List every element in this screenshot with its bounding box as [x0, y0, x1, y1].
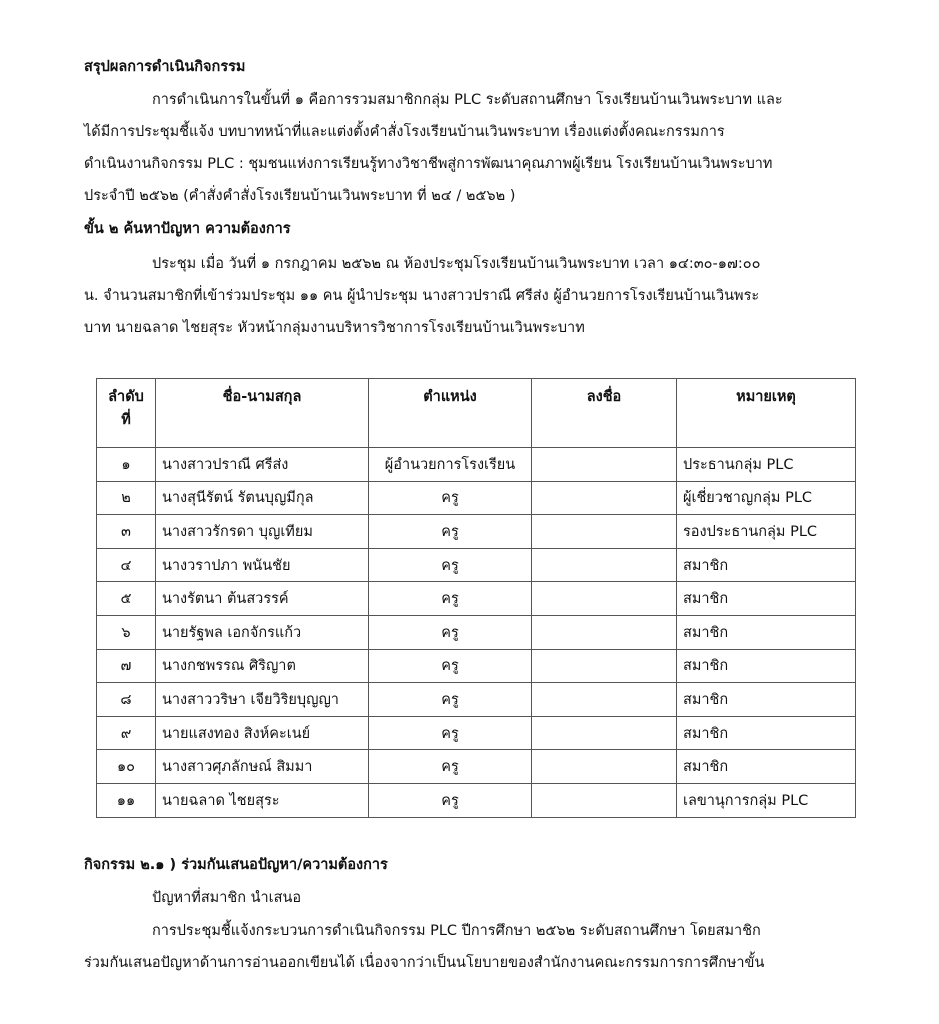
summary-heading: สรุปผลการดำเนินกิจกรรม	[84, 59, 246, 75]
cell-name: นายรัฐพล เอกจักรแก้ว	[156, 615, 369, 649]
cell-position: ครู	[369, 582, 532, 616]
header-order-line1: ลำดับ	[108, 389, 144, 405]
header-note: หมายเหตุ	[677, 379, 856, 448]
cell-position: ครู	[369, 649, 532, 683]
table-row	[97, 582, 856, 616]
summary-line: ดำเนินงานกิจกรรม PLC : ชุมชนแห่งการเรียนรู้ทางวิชาชีพสู่การพัฒนาคุณภาพผู้เรียน โรงเรียนบ้านเวินพระบาท	[84, 156, 773, 172]
cell-note: รองประธานกลุ่ม PLC	[677, 515, 856, 549]
cell-order: ๑๑	[97, 783, 156, 817]
activity-heading: กิจกรรม ๒.๑ ) ร่วมกันเสนอปัญหา/ความต้องการ	[84, 857, 388, 873]
table-row	[97, 515, 856, 549]
cell-note: สมาชิก	[677, 582, 856, 616]
cell-note: สมาชิก	[677, 548, 856, 582]
cell-name: นางสาววริษา เจียวิริยบุญญา	[156, 683, 369, 717]
cell-note: เลขานุการกลุ่ม PLC	[677, 783, 856, 817]
cell-sign	[532, 481, 677, 515]
cell-order: ๑	[97, 448, 156, 482]
table-row	[97, 548, 856, 582]
cell-sign	[532, 750, 677, 784]
cell-order: ๖	[97, 615, 156, 649]
table-row	[97, 783, 856, 817]
header-sign: ลงชื่อ	[532, 379, 677, 448]
cell-sign	[532, 582, 677, 616]
step2-line: ประชุม เมื่อ วันที่ ๑ กรกฎาคม ๒๕๖๒ ณ ห้องประชุมโรงเรียนบ้านเวินพระบาท เวลา ๑๔:๓๐-๑๗:๐๐	[152, 256, 761, 272]
cell-order: ๓	[97, 515, 156, 549]
cell-note: สมาชิก	[677, 683, 856, 717]
cell-sign	[532, 448, 677, 482]
header-order	[97, 379, 156, 448]
table-row	[97, 448, 856, 482]
cell-position: ครู	[369, 481, 532, 515]
table-row	[97, 750, 856, 784]
members-table	[96, 378, 856, 818]
summary-line: ประจำปี ๒๕๖๒ (คำสั่งคำสั่งโรงเรียนบ้านเวินพระบาท ที่ ๒๔ / ๒๕๖๒ )	[84, 188, 516, 204]
cell-name: นายฉลาด ไชยสุระ	[156, 783, 369, 817]
cell-position: ครู	[369, 683, 532, 717]
activity-line: ร่วมกันเสนอปัญหาด้านการอ่านออกเขียนได้ เนื่องจากว่าเป็นนโยบายของสำนักงานคณะกรรมการการศึกษาขั้น	[84, 955, 765, 971]
cell-order: ๔	[97, 548, 156, 582]
cell-sign	[532, 515, 677, 549]
cell-position: ครู	[369, 783, 532, 817]
cell-name: นางกชพรรณ ศิริญาต	[156, 649, 369, 683]
step2-line: บาท นายฉลาด ไชยสุระ หัวหน้ากลุ่มงานบริหารวิชาการโรงเรียนบ้านเวินพระบาท	[84, 320, 585, 336]
table-row	[97, 615, 856, 649]
table-row	[97, 716, 856, 750]
cell-sign	[532, 683, 677, 717]
cell-order: ๕	[97, 582, 156, 616]
cell-name: นางสุนีรัตน์ รัตนบุญมีกุล	[156, 481, 369, 515]
cell-order: ๑๐	[97, 750, 156, 784]
cell-order: ๗	[97, 649, 156, 683]
cell-position: ครู	[369, 515, 532, 549]
step2-line: น. จำนวนสมาชิกที่เข้าร่วมประชุม ๑๑ คน ผู้นำประชุม นางสาวปราณี ศรีส่ง ผู้อำนวยการโรงเรียนบ้านเวินพระ	[84, 288, 760, 304]
cell-note: สมาชิก	[677, 750, 856, 784]
header-order-line2: ที่	[121, 412, 131, 428]
cell-name: นางรัตนา ต้นสวรรค์	[156, 582, 369, 616]
cell-position: ผู้อำนวยการโรงเรียน	[369, 448, 532, 482]
cell-note: สมาชิก	[677, 615, 856, 649]
cell-position: ครู	[369, 750, 532, 784]
cell-name: นายแสงทอง สิงห์คะเนย์	[156, 716, 369, 750]
cell-note: ประธานกลุ่ม PLC	[677, 448, 856, 482]
table-row	[97, 649, 856, 683]
cell-position: ครู	[369, 615, 532, 649]
cell-order: ๙	[97, 716, 156, 750]
cell-note: ผู้เชี่ยวชาญกลุ่ม PLC	[677, 481, 856, 515]
activity-subheading: ปัญหาที่สมาชิก นำเสนอ	[152, 890, 302, 906]
table-row	[97, 481, 856, 515]
cell-order: ๘	[97, 683, 156, 717]
activity-line: การประชุมชี้แจ้งกระบวนการดำเนินกิจกรรม PLC ปีการศึกษา ๒๕๖๒ ระดับสถานศึกษา โดยสมาชิก	[152, 923, 761, 939]
cell-sign	[532, 649, 677, 683]
cell-note: สมาชิก	[677, 649, 856, 683]
cell-order: ๒	[97, 481, 156, 515]
cell-note: สมาชิก	[677, 716, 856, 750]
cell-sign	[532, 615, 677, 649]
table-row	[97, 683, 856, 717]
cell-name: นางสาวปราณี ศรีส่ง	[156, 448, 369, 482]
cell-sign	[532, 783, 677, 817]
table-header-row	[97, 379, 856, 448]
summary-line: ได้มีการประชุมชี้แจ้ง บทบาทหน้าที่และแต่งตั้งคำสั่งโรงเรียนบ้านเวินพระบาท เรื่องแต่งตั้งคณะกรรมการ	[84, 124, 725, 140]
cell-sign	[532, 548, 677, 582]
step2-heading: ขั้น ๒ ค้นหาปัญหา ความต้องการ	[84, 221, 291, 237]
cell-position: ครู	[369, 548, 532, 582]
cell-position: ครู	[369, 716, 532, 750]
header-name: ชื่อ-นามสกุล	[156, 379, 369, 448]
cell-name: นางสาวศุภลักษณ์ สิมมา	[156, 750, 369, 784]
cell-sign	[532, 716, 677, 750]
header-position: ตำแหน่ง	[369, 379, 532, 448]
summary-line: การดำเนินการในขั้นที่ ๑ คือการรวมสมาชิกกลุ่ม PLC ระดับสถานศึกษา โรงเรียนบ้านเวินพระบาท และ	[152, 92, 783, 108]
cell-name: นางสาวรักรดา บุญเทียม	[156, 515, 369, 549]
cell-name: นางวราปภา พนันชัย	[156, 548, 369, 582]
